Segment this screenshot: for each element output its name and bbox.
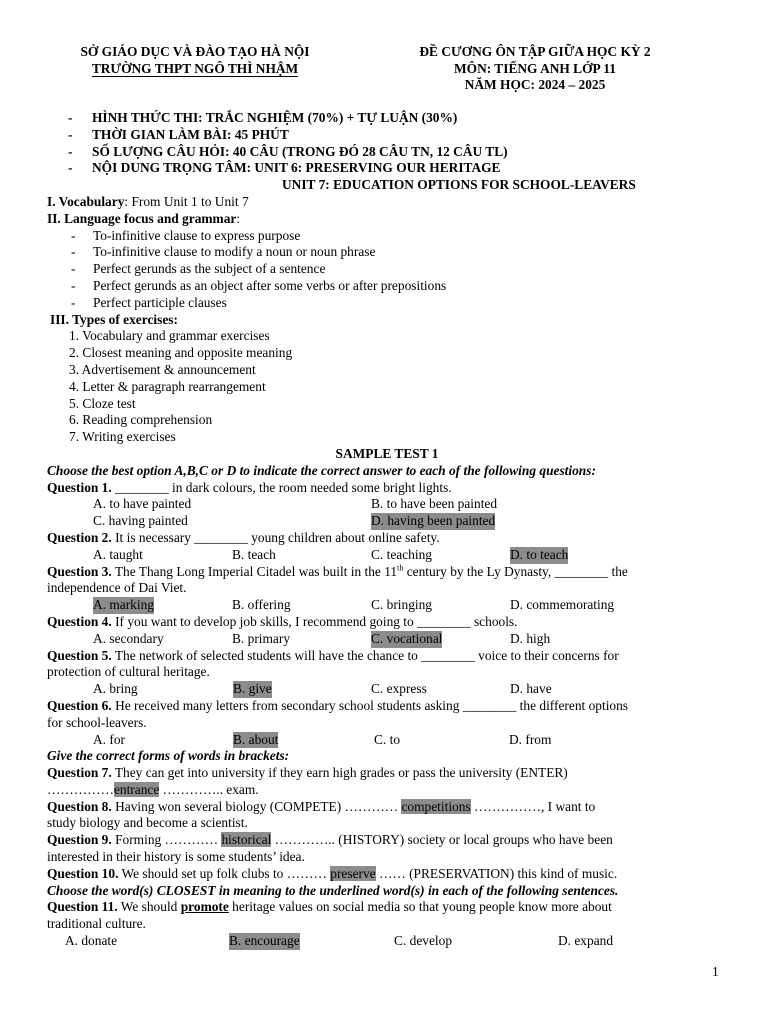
question-5 bbox=[47, 648, 727, 665]
exam-info-item: - THỜI GIAN LÀM BÀI: 45 PHÚT bbox=[66, 127, 726, 144]
option-b[interactable]: B. to have been painted bbox=[371, 496, 498, 512]
question-label: Question 3. bbox=[47, 563, 112, 579]
question-6 bbox=[47, 698, 727, 715]
exercise-item: 6. Reading comprehension bbox=[69, 412, 213, 428]
superscript: th bbox=[397, 563, 404, 573]
option-d-answer[interactable]: D. having been painted bbox=[371, 513, 496, 529]
question-label: Question 5. bbox=[47, 647, 112, 663]
question-10 bbox=[47, 866, 727, 883]
option-c[interactable]: C. express bbox=[371, 681, 427, 697]
question-text: We should set up folk clubs to ……… bbox=[118, 865, 331, 881]
question-label: Question 4. bbox=[47, 613, 112, 629]
header-left bbox=[40, 44, 350, 77]
question-text: We should bbox=[117, 899, 181, 915]
question-text: If you want to develop job skills, I recommend going to ________ schools. bbox=[111, 613, 518, 629]
grammar-item: - To-infinitive clause to modify a noun or noun phrase bbox=[47, 244, 727, 261]
department-name: SỞ GIÁO DỤC VÀ ĐÀO TẠO HÀ NỘI bbox=[80, 44, 310, 59]
question-text: century by the Ly Dynasty, ________ the bbox=[403, 563, 628, 579]
option-c[interactable]: C. bringing bbox=[371, 597, 433, 613]
option-c[interactable]: C. teaching bbox=[371, 546, 432, 562]
page-number: 1 bbox=[712, 964, 719, 979]
exam-info-item: - SỐ LƯỢNG CÂU HỎI: 40 CÂU (TRONG ĐÓ 28 CÂU TN, 12 CÂU TL) bbox=[66, 144, 726, 161]
grammar-item: - Perfect gerunds as an object after some verbs or after prepositions bbox=[47, 278, 727, 295]
question-7 bbox=[47, 765, 727, 782]
instruction: Choose the word(s) CLOSEST in meaning to the underlined word(s) in each of the following sentences. bbox=[47, 882, 619, 898]
grammar-section bbox=[47, 211, 727, 228]
exercise-item: 1. Vocabulary and grammar exercises bbox=[69, 328, 270, 344]
options-row bbox=[47, 513, 727, 530]
option-a[interactable]: A. for bbox=[93, 731, 125, 747]
question-11 bbox=[47, 899, 727, 916]
option-c[interactable]: C. develop bbox=[394, 933, 453, 949]
question-label: Question 7. bbox=[47, 765, 112, 781]
exercises-heading: III. Types of exercises: bbox=[50, 311, 178, 327]
question-5-cont: protection of cultural heritage. bbox=[47, 664, 210, 680]
header-right bbox=[370, 44, 700, 94]
question-text: heritage values on social media so that young people know more about bbox=[228, 899, 612, 915]
option-a[interactable]: A. secondary bbox=[93, 630, 164, 646]
exam-info-list bbox=[66, 110, 726, 194]
option-b-answer[interactable]: B. about bbox=[233, 731, 279, 747]
options-row bbox=[47, 496, 727, 513]
question-text: ………….. (HISTORY) society or local groups who have been bbox=[271, 832, 613, 848]
options-row bbox=[47, 631, 727, 648]
question-label: Question 8. bbox=[47, 798, 112, 814]
question-text: ________ in dark colours, the room needed some bright lights. bbox=[111, 479, 452, 495]
exercise-item: 5. Cloze test bbox=[69, 395, 136, 411]
option-d[interactable]: D. expand bbox=[558, 933, 614, 949]
question-label: Question 10. bbox=[47, 865, 119, 881]
option-d-answer[interactable]: D. to teach bbox=[510, 546, 569, 562]
exam-info-continuation: UNIT 7: EDUCATION OPTIONS FOR SCHOOL-LEAVERS bbox=[282, 177, 636, 193]
option-a-answer[interactable]: A. marking bbox=[93, 597, 154, 613]
section-heading: II. Language focus and grammar bbox=[47, 210, 237, 226]
question-text: He received many letters from secondary school students asking ________ the different options bbox=[111, 697, 629, 713]
exam-info-item: - HÌNH THỨC THI: TRẮC NGHIỆM (70%) + TỰ LUẬN (30%) bbox=[66, 110, 726, 127]
option-a[interactable]: A. taught bbox=[93, 546, 143, 562]
exam-info-item: - NỘI DUNG TRỌNG TÂM: UNIT 6: PRESERVING OUR HERITAGE bbox=[66, 160, 726, 177]
grammar-item: - Perfect gerunds as the subject of a sentence bbox=[47, 261, 727, 278]
exercise-item: 3. Advertisement & announcement bbox=[69, 361, 256, 377]
option-d[interactable]: D. commemorating bbox=[510, 597, 615, 613]
section-text: : bbox=[236, 210, 241, 226]
question-8-cont: study biology and become a scientist. bbox=[47, 815, 248, 831]
exercise-item: 7. Writing exercises bbox=[69, 429, 176, 445]
question-3 bbox=[47, 564, 727, 581]
question-11-cont: traditional culture. bbox=[47, 916, 146, 932]
exercise-item: 4. Letter & paragraph rearrangement bbox=[69, 378, 266, 394]
instruction: Choose the best option A,B,C or D to indicate the correct answer to each of the following questions: bbox=[47, 462, 596, 478]
question-text: Forming ………… bbox=[111, 832, 222, 848]
answer-competitions[interactable]: competitions bbox=[401, 798, 471, 814]
grammar-item: - To-infinitive clause to express purpose bbox=[47, 228, 727, 245]
option-a[interactable]: A. bring bbox=[93, 681, 138, 697]
question-text: Having won several biology (COMPETE) ………… bbox=[111, 798, 402, 814]
option-a[interactable]: A. donate bbox=[65, 933, 118, 949]
options-row bbox=[47, 547, 727, 564]
question-1 bbox=[47, 480, 727, 497]
school-name: TRƯỜNG THPT NGÔ THÌ NHẬM bbox=[91, 60, 299, 76]
subject-line: MÔN: TIẾNG ANH LỚP 11 bbox=[454, 60, 616, 76]
option-d[interactable]: D. have bbox=[510, 681, 552, 697]
option-d[interactable]: D. high bbox=[510, 630, 551, 646]
option-d[interactable]: D. from bbox=[509, 731, 552, 747]
option-c[interactable]: C. to bbox=[374, 731, 401, 747]
question-label: Question 2. bbox=[47, 529, 112, 545]
option-b-answer[interactable]: B. give bbox=[233, 681, 272, 697]
question-6-cont: for school-leavers. bbox=[47, 714, 147, 730]
question-label: Question 11. bbox=[47, 899, 118, 915]
question-label: Question 1. bbox=[47, 479, 112, 495]
option-c[interactable]: C. having painted bbox=[93, 513, 188, 529]
instruction: Give the correct forms of words in brackets: bbox=[47, 748, 290, 764]
question-7-cont bbox=[47, 782, 727, 799]
option-b[interactable]: B. teach bbox=[232, 546, 276, 562]
question-text: It is necessary ________ young children about online safety. bbox=[111, 529, 440, 545]
option-a[interactable]: A. to have painted bbox=[93, 496, 192, 512]
options-row bbox=[47, 681, 727, 698]
answer-historical[interactable]: historical bbox=[221, 832, 272, 848]
section-text: : From Unit 1 to Unit 7 bbox=[124, 194, 249, 209]
exercise-item: 2. Closest meaning and opposite meaning bbox=[69, 345, 293, 361]
underlined-word: promote bbox=[180, 899, 229, 915]
question-label: Question 6. bbox=[47, 697, 112, 713]
question-8 bbox=[47, 799, 727, 816]
question-text: …… (PRESERVATION) this kind of music. bbox=[375, 865, 618, 881]
sample-test-title: SAMPLE TEST 1 bbox=[335, 445, 439, 461]
question-text: They can get into university if they earn high grades or pass the university (ENTER) bbox=[111, 765, 568, 781]
option-c-answer[interactable]: C. vocational bbox=[371, 630, 443, 646]
section-heading: I. Vocabulary bbox=[47, 194, 125, 209]
question-3-cont: independence of Dai Viet. bbox=[47, 580, 187, 596]
answer-preserve[interactable]: preserve bbox=[330, 865, 376, 881]
question-2 bbox=[47, 530, 727, 547]
options-row bbox=[47, 732, 727, 749]
question-text: ……………, I want to bbox=[470, 798, 596, 814]
question-label: Question 9. bbox=[47, 832, 112, 848]
question-text: The Thang Long Imperial Citadel was built in the 11 bbox=[111, 563, 398, 579]
question-9-cont: interested in their history is some students’ idea. bbox=[47, 849, 305, 865]
document-body bbox=[47, 194, 727, 950]
answer-entrance[interactable]: entrance bbox=[113, 781, 160, 797]
question-text: The network of selected students will have the chance to ________ voice to their concerns for bbox=[111, 647, 619, 663]
option-b[interactable]: B. offering bbox=[232, 597, 291, 613]
question-4 bbox=[47, 614, 727, 631]
question-9 bbox=[47, 832, 727, 849]
options-row bbox=[47, 597, 727, 614]
option-b-answer[interactable]: B. encourage bbox=[229, 933, 300, 949]
school-year: NĂM HỌC: 2024 – 2025 bbox=[464, 77, 606, 92]
blank-dots: …………… bbox=[47, 781, 114, 797]
document-title: ĐỀ CƯƠNG ÔN TẬP GIỮA HỌC KỲ 2 bbox=[419, 44, 651, 59]
option-b[interactable]: B. primary bbox=[232, 630, 291, 646]
options-row bbox=[47, 933, 727, 950]
blank-dots: ………….. exam. bbox=[159, 781, 259, 797]
vocabulary-section bbox=[47, 194, 727, 211]
grammar-item: - Perfect participle clauses bbox=[47, 295, 727, 312]
